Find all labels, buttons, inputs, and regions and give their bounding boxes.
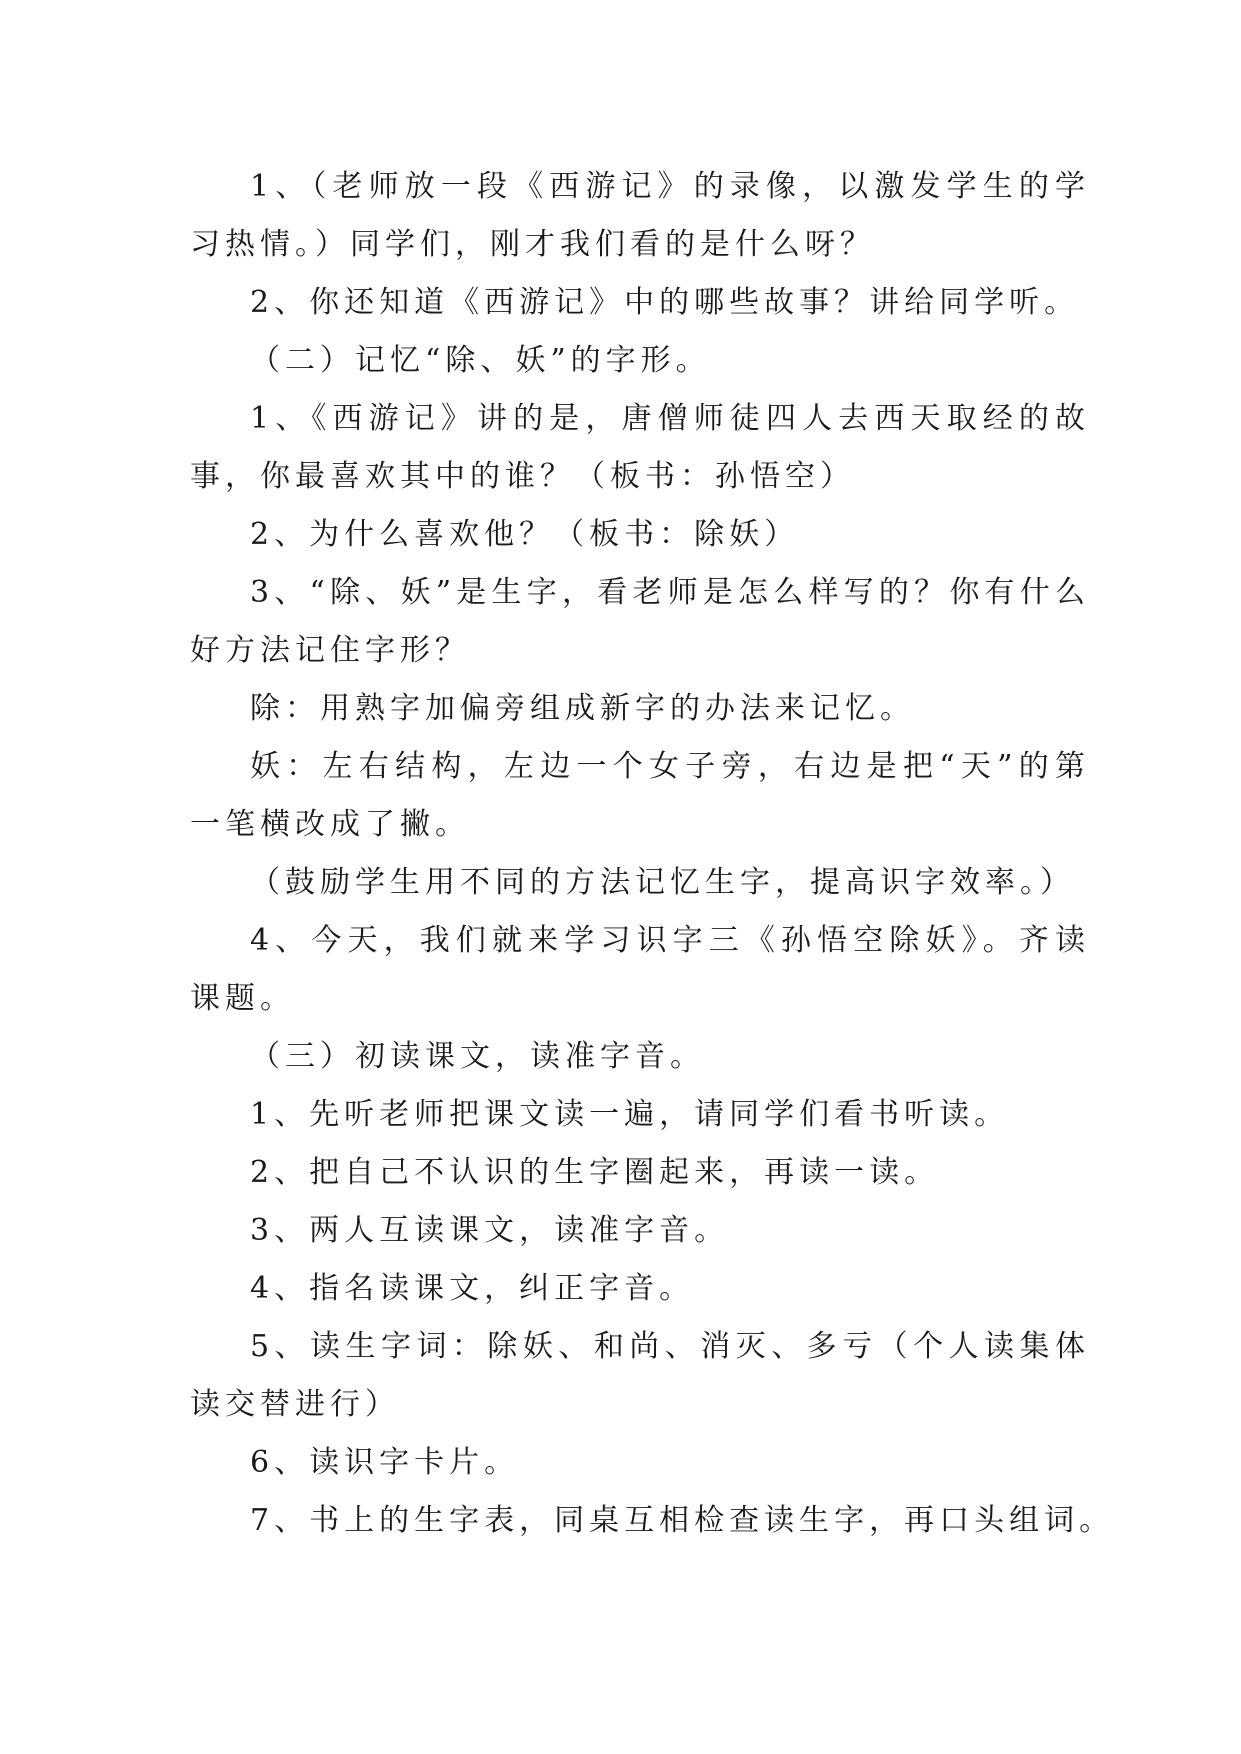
paragraph: 1、《西游记》讲的是，唐僧师徒四人去西天取经的故事，你最喜欢其中的谁？（板书：孙悟空） <box>190 401 1090 494</box>
paragraph: 2、为什么喜欢他？（板书：除妖） <box>250 517 800 552</box>
section-heading: （二）记忆“除、妖”的字形。 <box>250 343 711 378</box>
paragraph: 7、书上的生字表，同桌互相检查读生字，再口头组词。 <box>250 1503 1115 1538</box>
paragraph: 2、把自己不认识的生字圈起来，再读一读。 <box>250 1155 940 1190</box>
section-heading: （三）初读课文，读准字音。 <box>250 1039 705 1074</box>
paragraph: 除：用熟字加偏旁组成新字的办法来记忆。 <box>250 691 915 726</box>
paragraph: 5、读生字词：除妖、和尚、消灭、多亏（个人读集体读交替进行） <box>190 1329 1090 1422</box>
paragraph: 3、两人互读课文，读准字音。 <box>250 1213 730 1248</box>
document-body <box>190 158 1115 1550</box>
paragraph: 2、你还知道《西游记》中的哪些故事？讲给同学听。 <box>250 285 1080 320</box>
paragraph: 1、先听老师把课文读一遍，请同学们看书听读。 <box>250 1097 1010 1132</box>
paragraph: 4、指名读课文，纠正字音。 <box>250 1271 695 1306</box>
paragraph: （鼓励学生用不同的方法记忆生字，提高识字效率。） <box>250 865 1075 900</box>
paragraph: 4、今天，我们就来学习识字三《孙悟空除妖》。齐读课题。 <box>190 923 1090 1016</box>
paragraph: 3、“除、妖”是生字，看老师是怎么样写的？你有什么好方法记住字形？ <box>190 575 1090 668</box>
paragraph: 1、（老师放一段《西游记》的录像，以激发学生的学习热情。）同学们，刚才我们看的是什么呀？ <box>190 169 1090 262</box>
paragraph: 妖：左右结构，左边一个女子旁，右边是把“天”的第一笔横改成了撇。 <box>190 749 1090 842</box>
paragraph: 6、读识字卡片。 <box>250 1445 520 1480</box>
